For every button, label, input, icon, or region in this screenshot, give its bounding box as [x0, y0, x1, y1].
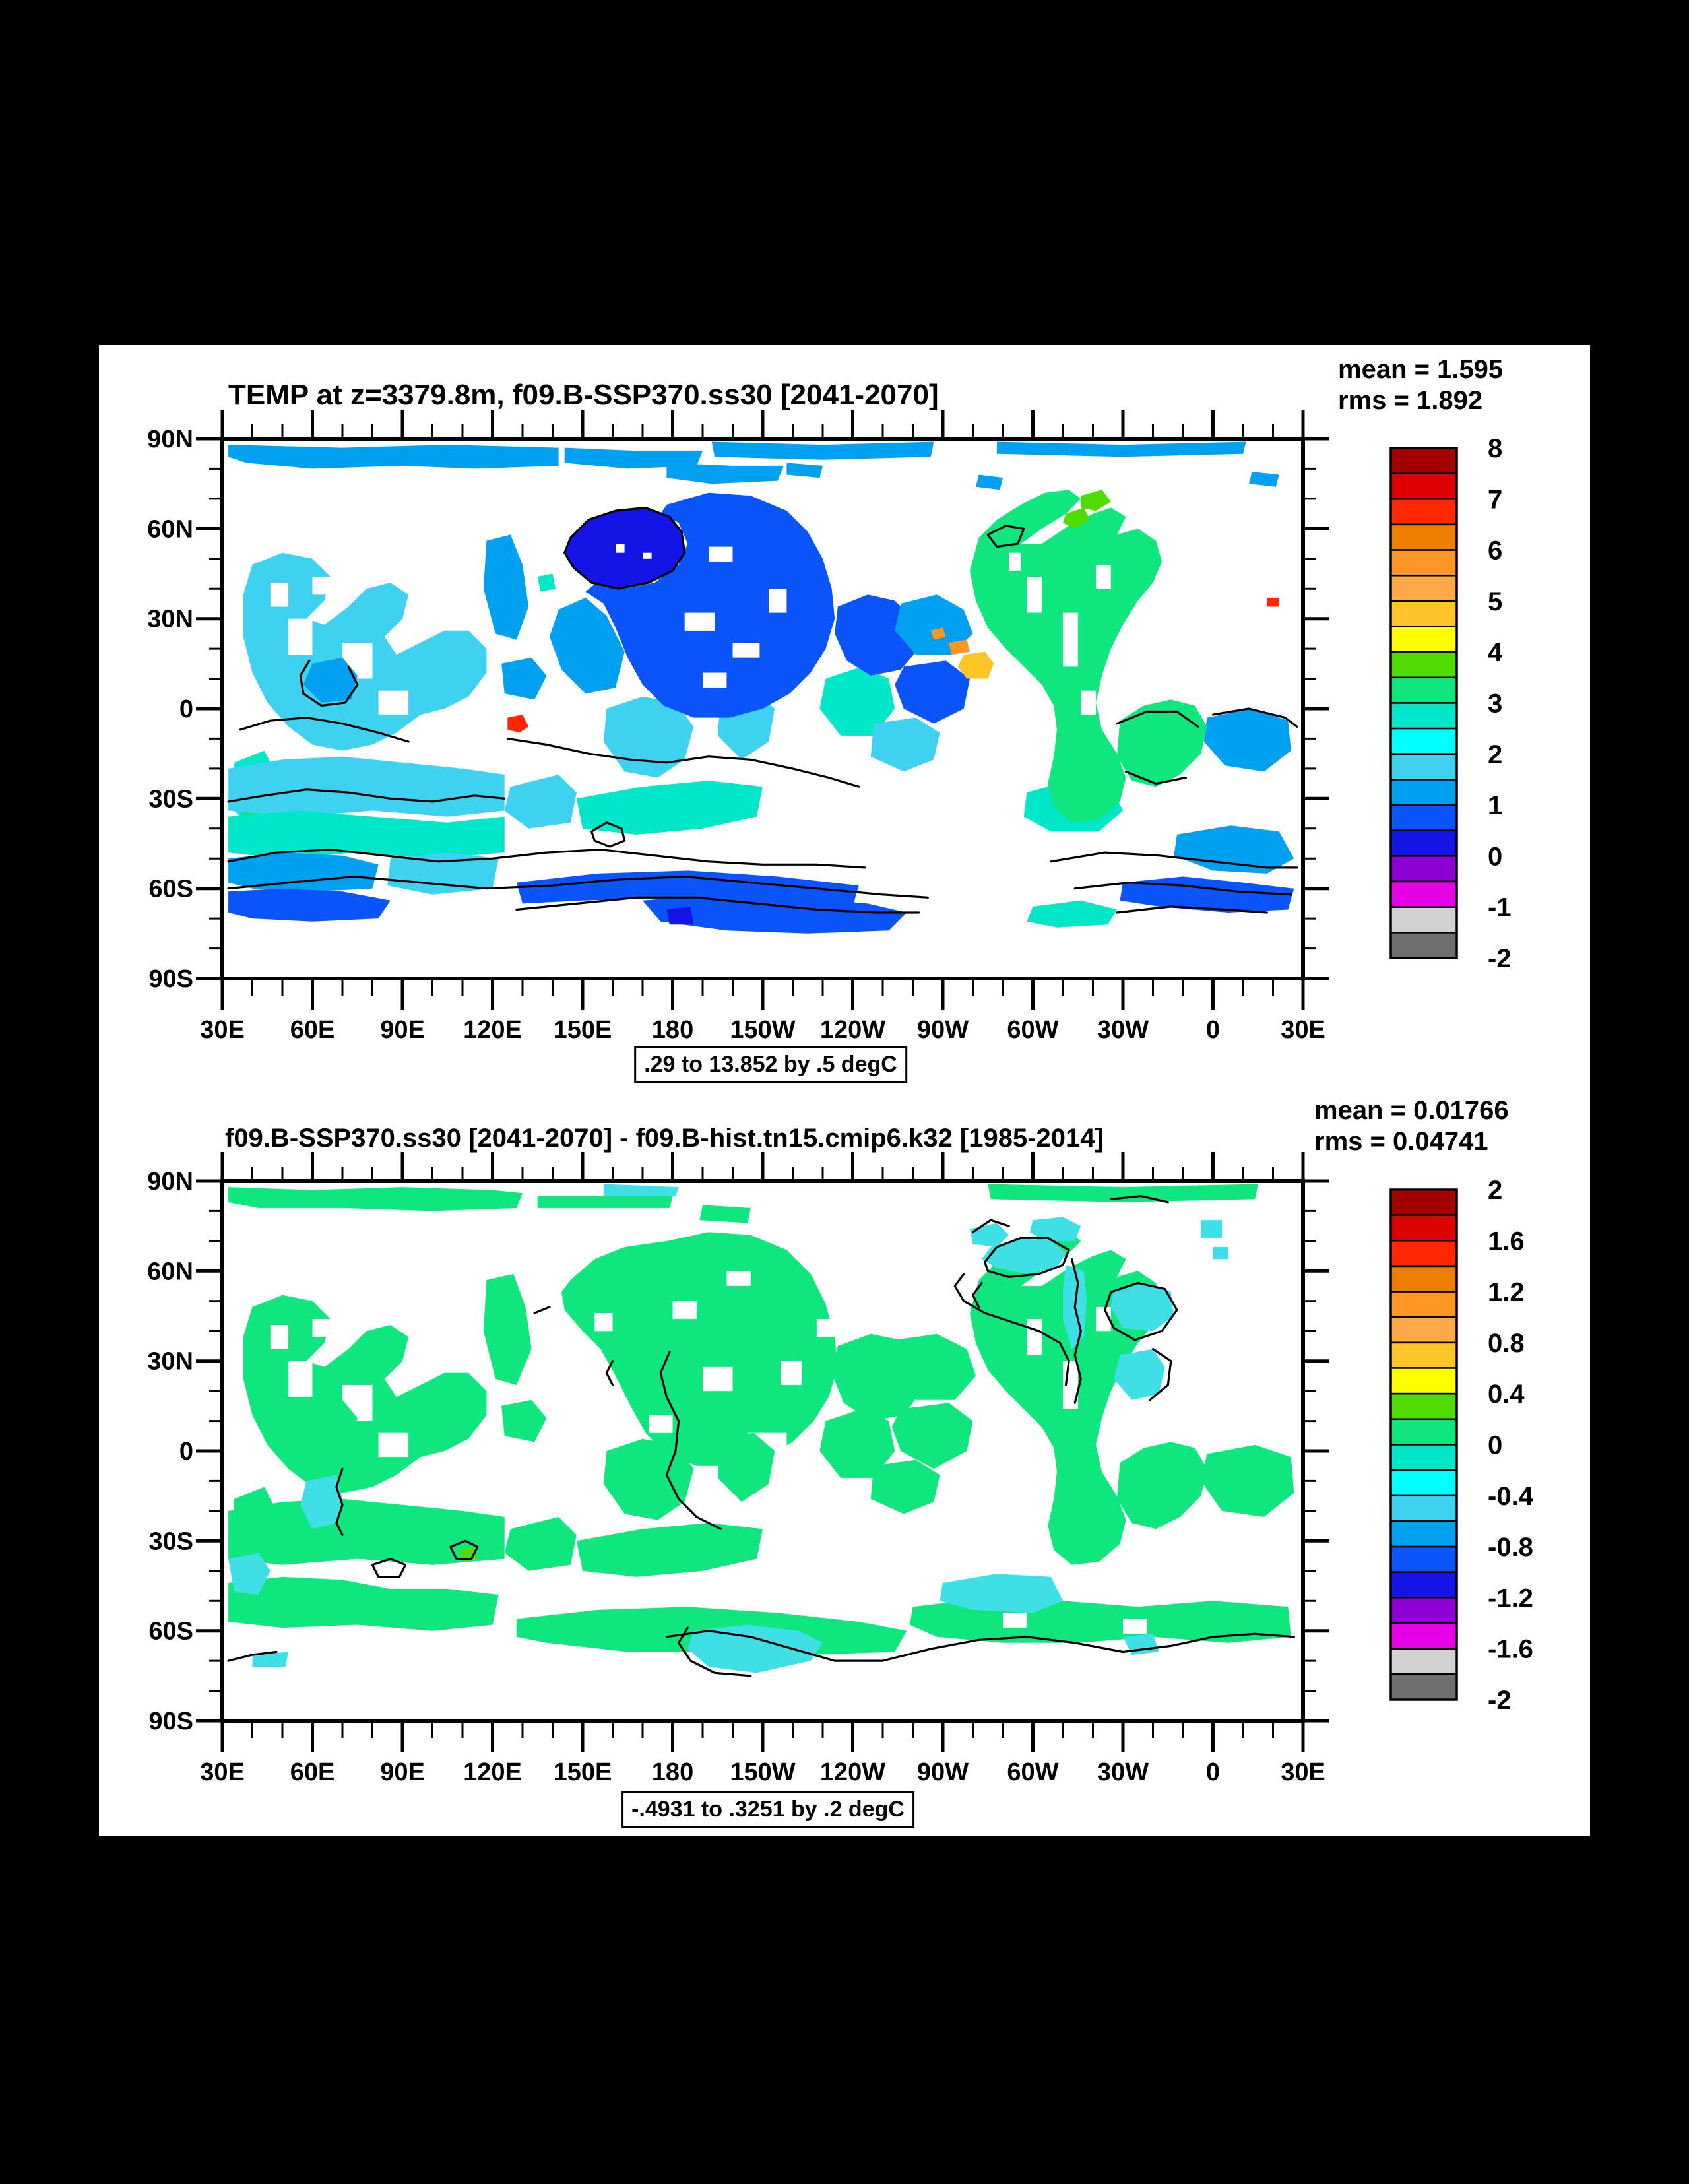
map-region [703, 1367, 733, 1391]
colorbar-label: -1.6 [1488, 1634, 1533, 1664]
map-region [871, 1460, 940, 1514]
plot2-range-caption: -.4931 to .3251 by .2 degC [621, 1791, 914, 1828]
map-region [228, 757, 505, 817]
map-region [228, 445, 558, 468]
y-axis-tick-label: 60N [147, 1258, 193, 1286]
x-axis-tick-label: 180 [651, 1016, 694, 1044]
map-region [1201, 1445, 1294, 1517]
map-region [1249, 472, 1279, 487]
colorbar-label: 1 [1488, 791, 1503, 821]
map-region [561, 1232, 838, 1465]
map-region [703, 673, 726, 688]
colorbar-label: -0.8 [1488, 1533, 1533, 1562]
plot2-mean-stat: mean = 0.01766 [1314, 1096, 1509, 1125]
colorbar-cell [1391, 678, 1457, 703]
y-axis-tick-label: 30N [147, 605, 193, 633]
colorbar-cell [1391, 907, 1457, 933]
map-region [501, 658, 546, 700]
colorbar-cell [1391, 550, 1457, 576]
colorbar-cell [1391, 1623, 1457, 1649]
map-region [379, 1433, 409, 1457]
x-axis-tick-label: 150E [553, 1016, 612, 1044]
map-region [1027, 577, 1042, 613]
plot1-range-caption: .29 to 13.852 by .5 degC [634, 1046, 907, 1083]
plot2-title: f09.B-SSP370.ss30 [2041-2070] - f09.B-hist.tn15.cmip6.k32 [1985-2014] [225, 1124, 1104, 1153]
map-region [501, 1400, 546, 1442]
colorbar-cell [1391, 1266, 1457, 1292]
map-region [673, 1301, 697, 1319]
colorbar-cell [1391, 601, 1457, 627]
map-region [313, 1319, 331, 1337]
map-region [733, 643, 760, 658]
map-region [726, 1271, 750, 1286]
map-region [604, 1184, 679, 1196]
map-region [271, 1325, 288, 1349]
map-region [976, 475, 1003, 490]
colorbar-label: 7 [1488, 485, 1503, 515]
map-region [709, 547, 732, 562]
y-axis-tick-label: 90S [148, 965, 193, 993]
colorbar-label: 2 [1488, 1176, 1503, 1205]
x-axis-tick-label: 30W [1097, 1016, 1149, 1044]
colorbar-cell [1391, 1240, 1457, 1266]
y-axis-tick-label: 90N [147, 1168, 193, 1196]
map-region [1174, 825, 1294, 874]
colorbar-label: 3 [1488, 689, 1503, 719]
x-axis-tick-label: 90W [916, 1758, 969, 1786]
map-region [288, 619, 312, 655]
map-region [1027, 1319, 1042, 1355]
map-region [1204, 709, 1291, 771]
map-region [1267, 598, 1279, 607]
colorbar-cell [1391, 1292, 1457, 1318]
map-region [505, 775, 577, 829]
map-region [228, 1187, 523, 1211]
colorbar-label: 0 [1488, 842, 1503, 872]
map-regions-2 [228, 1184, 1294, 1676]
colorbar-cell [1391, 1674, 1457, 1700]
plot1-rms-stat: rms = 1.892 [1338, 386, 1483, 415]
plot2-rms-stat: rms = 0.04741 [1314, 1127, 1488, 1156]
x-axis-tick-label: 120W [819, 1758, 886, 1786]
x-axis-tick-label: 0 [1205, 1016, 1221, 1044]
map-region [1063, 613, 1078, 667]
map-region [892, 1403, 973, 1469]
x-axis-tick-label: 180 [651, 1758, 694, 1786]
map-region [594, 1313, 612, 1331]
colorbar-label: 0 [1488, 1430, 1503, 1460]
maps-svg [99, 345, 1590, 1836]
colorbar-cell [1391, 627, 1457, 653]
colorbar-cell [1391, 1522, 1457, 1547]
colorbar-cell [1391, 1572, 1457, 1598]
x-axis-tick-label: 90E [380, 1016, 425, 1044]
y-axis-tick-label: 30S [148, 785, 193, 814]
colorbar-label: 0.4 [1488, 1380, 1525, 1409]
colorbar-cell [1391, 448, 1457, 474]
y-axis-tick-label: 30S [148, 1527, 193, 1556]
y-axis-tick-label: 0 [179, 1438, 193, 1465]
colorbar-cell [1391, 1445, 1457, 1471]
colorbar-cell [1391, 474, 1457, 499]
x-axis-tick-label: 30E [1281, 1758, 1325, 1786]
x-axis-tick-label: 30E [1281, 1016, 1325, 1044]
map-region [685, 613, 715, 631]
colorbar-label: 4 [1488, 638, 1503, 668]
colorbar-cell [1391, 831, 1457, 856]
map-region [786, 463, 823, 478]
map-region [228, 1577, 498, 1631]
colorbar-cell [1391, 1317, 1457, 1343]
y-axis-tick-label: 60S [148, 875, 193, 903]
map-regions-1 [228, 442, 1297, 934]
colorbar-cell [1391, 1419, 1457, 1445]
colorbar-label: -2 [1488, 944, 1512, 973]
x-axis-tick-label: 150W [730, 1758, 796, 1786]
map-region [1009, 553, 1021, 571]
colorbar-cell [1391, 1649, 1457, 1675]
colorbar-cell [1391, 1394, 1457, 1419]
colorbar-cell [1391, 1496, 1457, 1522]
map-region [505, 1517, 577, 1571]
x-axis-tick-label: 30E [200, 1016, 245, 1044]
colorbar-cell [1391, 754, 1457, 780]
y-axis-tick-label: 0 [179, 695, 193, 723]
colorbar-label: 2 [1488, 740, 1503, 769]
map-region [666, 463, 783, 484]
colorbar-1 [1391, 434, 1512, 973]
y-axis-tick-label: 90N [147, 426, 193, 453]
colorbar-cell [1391, 1470, 1457, 1496]
colorbar-label: 1.2 [1488, 1277, 1525, 1307]
map-region [781, 1361, 802, 1385]
figure-canvas [99, 345, 1590, 1836]
map-region [1120, 877, 1294, 913]
map-region [1114, 1349, 1164, 1400]
map-region [228, 811, 505, 859]
x-axis-tick-label: 60E [290, 1016, 335, 1044]
x-axis-tick-label: 30W [1097, 1758, 1149, 1786]
x-axis-tick-label: 90W [916, 1016, 969, 1044]
colorbar-cell [1391, 1215, 1457, 1241]
plot1-title: TEMP at z=3379.8m, f09.B-SSP370.ss30 [2041-2070] [228, 379, 939, 411]
map-region [649, 1415, 672, 1433]
colorbar-cell [1391, 703, 1457, 729]
map-region [484, 1274, 532, 1385]
colorbar-label: -1 [1488, 893, 1512, 922]
map-region [507, 715, 528, 732]
map-region [538, 574, 556, 592]
colorbar-cell [1391, 780, 1457, 806]
colorbar-label: 8 [1488, 434, 1503, 463]
map-region [538, 1196, 673, 1208]
plot1-mean-stat: mean = 1.595 [1338, 355, 1504, 384]
colorbar-cell [1391, 856, 1457, 882]
map-region [271, 583, 288, 606]
x-axis-tick-label: 90E [380, 1758, 425, 1786]
colorbar-cell [1391, 1547, 1457, 1572]
map-region [484, 534, 528, 639]
map-region [769, 589, 786, 612]
x-axis-tick-label: 120W [819, 1016, 886, 1044]
map-region [817, 1319, 838, 1337]
map-region [228, 889, 391, 922]
colorbar-cell [1391, 525, 1457, 550]
x-axis-tick-label: 60E [290, 1758, 335, 1786]
colorbar-cell [1391, 805, 1457, 831]
x-axis-tick-label: 150E [553, 1758, 612, 1786]
map-region [288, 1361, 312, 1397]
colorbar-cell [1391, 652, 1457, 678]
map-region [871, 718, 940, 772]
map-region [699, 1205, 750, 1223]
map-region [604, 1439, 694, 1520]
map-region [379, 691, 409, 715]
colorbar-label: 1.6 [1488, 1227, 1525, 1256]
map-region [313, 577, 331, 594]
colorbar-cell [1391, 499, 1457, 525]
map-region [1027, 901, 1117, 928]
map-region [577, 1523, 763, 1577]
map-region [1081, 691, 1096, 715]
colorbar-label: 5 [1488, 587, 1503, 616]
colorbar-cell [1391, 1343, 1457, 1368]
y-axis-tick-label: 30N [147, 1347, 193, 1376]
x-axis-tick-label: 60W [1007, 1016, 1059, 1044]
colorbar-cell [1391, 575, 1457, 601]
y-axis-tick-label: 90S [148, 1708, 193, 1735]
map-region [1096, 565, 1111, 589]
x-axis-tick-label: 0 [1205, 1758, 1221, 1786]
colorbar-label: 0.8 [1488, 1328, 1525, 1358]
x-axis-tick-label: 120E [463, 1758, 522, 1786]
map-region [1123, 1619, 1147, 1634]
colorbar-label: 6 [1488, 536, 1503, 565]
map-region [997, 442, 1246, 457]
x-axis-tick-label: 120E [463, 1016, 522, 1044]
map-region [1201, 1220, 1222, 1238]
colorbar-label: -1.2 [1488, 1584, 1533, 1613]
colorbar-cell [1391, 882, 1457, 907]
map-region [1117, 1442, 1207, 1529]
colorbar-cell [1391, 1597, 1457, 1623]
x-axis-tick-label: 30E [200, 1758, 245, 1786]
map-region [895, 660, 970, 723]
map-region [616, 544, 625, 553]
map-region [712, 442, 934, 460]
map-region [1213, 1247, 1228, 1259]
colorbar-cell [1391, 932, 1457, 958]
x-axis-tick-label: 150W [730, 1016, 796, 1044]
map-region [1003, 1613, 1027, 1628]
colorbar-cell [1391, 728, 1457, 754]
contour-line [534, 1307, 550, 1313]
colorbar-label: -2 [1488, 1686, 1512, 1715]
map-region [988, 1184, 1258, 1202]
colorbar-cell [1391, 1368, 1457, 1394]
colorbar-label: -0.4 [1488, 1481, 1533, 1511]
colorbar-2 [1391, 1176, 1534, 1715]
map-region [577, 781, 763, 835]
colorbar-cell [1391, 1190, 1457, 1215]
y-axis-tick-label: 60N [147, 515, 193, 544]
y-axis-tick-label: 60S [148, 1617, 193, 1646]
map-region [1081, 490, 1111, 511]
map-region [643, 553, 652, 559]
map-region [666, 907, 693, 924]
x-axis-tick-label: 60W [1007, 1758, 1059, 1786]
